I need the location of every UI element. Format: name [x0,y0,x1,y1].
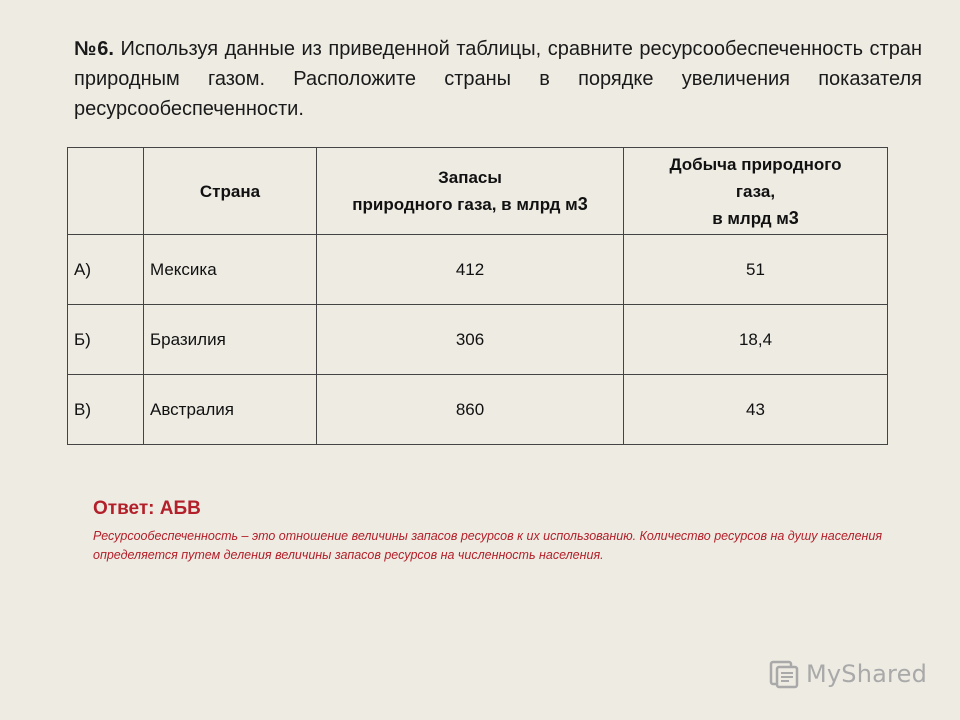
row-country: Австралия [144,375,317,445]
task-number: №6. [74,38,114,60]
row-country: Мексика [144,235,317,305]
header-production: Добыча природного газа, в млрд м3 [624,148,888,235]
myshared-logo[interactable] [768,658,927,690]
table-row [68,305,888,375]
row-reserves: 306 [317,305,624,375]
header-country: Страна [144,148,317,235]
answer-label: Ответ: АБВ [93,498,201,519]
row-production: 43 [624,375,888,445]
row-letter: А) [68,235,144,305]
row-production: 18,4 [624,305,888,375]
row-letter: Б) [68,305,144,375]
gas-data-table [67,147,888,445]
row-country: Бразилия [144,305,317,375]
logo-text: MyShared [806,660,928,688]
task-text [74,34,922,124]
header-empty-cell [68,148,144,235]
table-row [68,235,888,305]
row-production: 51 [624,235,888,305]
row-letter: В) [68,375,144,445]
row-reserves: 860 [317,375,624,445]
table-header-row [68,148,888,235]
shared-slides-icon [768,658,800,690]
table-row [68,375,888,445]
task-body: Используя данные из приведенной таблицы, сравните ресурсообеспеченность стран природным газом. Расположите страны в порядке увеличения показателя ресурсообеспеченности. [74,38,922,120]
row-reserves: 412 [317,235,624,305]
header-reserves: Запасы природного газа, в млрд м3 [317,148,624,235]
answer-note: Ресурсообеспеченность – это отношение величины запасов ресурсов к их использованию. Количество ресурсов на душу населения определяется путем деления величины запасов ресурсов на численность населения. [93,529,883,562]
